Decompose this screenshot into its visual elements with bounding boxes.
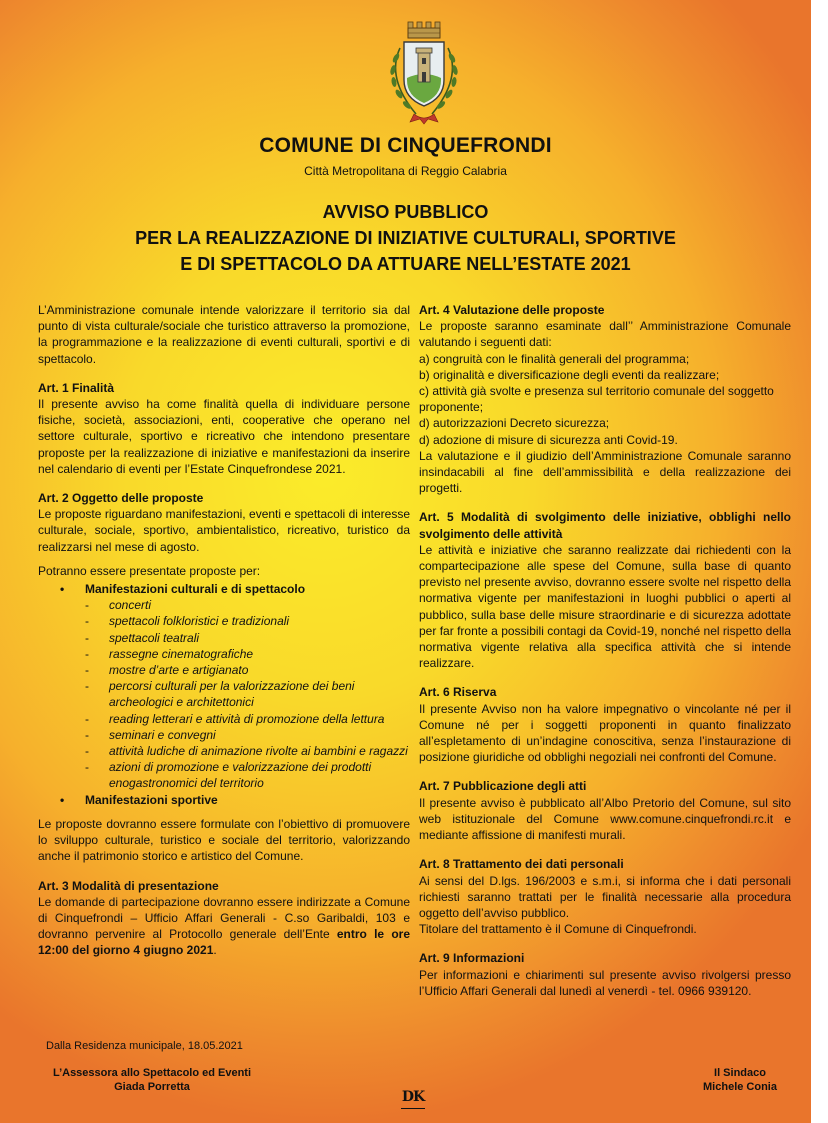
assessora-role: L’Assessora allo Spettacolo ed Eventi [52, 1067, 252, 1079]
sindaco-signature [690, 1066, 790, 1094]
list-item: - spettacoli folkloristici e tradizionali [85, 614, 290, 629]
list-item: - attività ludiche di animazione rivolte ai bambini e ragazzi [85, 744, 408, 759]
art8-title: Art. 8 Trattamento dei dati personali [419, 857, 624, 872]
art7-text: Il presente avviso è pubblicato all’Albo Pretorio del Comune, sul sito web istituzionale del Comune www.comune.cinquefrondi.rc.it e mediante affissione di manifesti murali. [419, 795, 791, 843]
cultural-subitems [85, 597, 410, 791]
art3-text [38, 894, 410, 959]
art2-potranno: Potranno essere presentate proposte per: [38, 563, 261, 578]
list-item [38, 581, 410, 792]
art4-item: d) adozione di misure di sicurezza anti Covid-19. [419, 432, 678, 447]
assessora-name: Giada Porretta [114, 1081, 190, 1093]
subitem-text: spettacoli teatrali [109, 630, 200, 645]
list-item: - concerti [85, 598, 152, 613]
subitem-text: percorsi culturali per la valorizzazione dei beni archeologici e architettonici [109, 679, 355, 710]
bullet-icon: • [60, 582, 65, 597]
coat-of-arms-icon [380, 18, 468, 126]
art4-closing: La valutazione e il giudizio dell’Amministrazione Comunale saranno insindacabili al fine dell’ammissibilità e della realizzazione dei progetti. [419, 448, 791, 496]
art7-title: Art. 7 Pubblicazione degli atti [419, 779, 587, 794]
art4-item: b) originalità e diversificazione degli eventi da realizzare; [419, 367, 720, 382]
list-item: - spettacoli teatrali [85, 630, 200, 645]
subitem-text: concerti [109, 598, 152, 613]
sindaco-role: Il Sindaco [714, 1067, 766, 1079]
art2-text: Le proposte riguardano manifestazioni, eventi e spettacoli di interesse culturale, sociale, sportivo, ambientalistico, ricreativo, turistico da realizzarsi nel mese di agosto. [38, 507, 410, 554]
art5-title: Art. 5 Modalità di svolgimento delle iniziative, obblighi nello svolgimento delle attività [419, 510, 791, 541]
art2-title: Art. 2 Oggetto delle proposte [38, 491, 204, 506]
art3-deadline: entro le ore 12:00 del giorno 4 giugno 2021 [38, 927, 410, 958]
art9-title: Art. 9 Informazioni [419, 951, 525, 966]
subitem-text: spettacoli folkloristici e tradizionali [109, 614, 290, 629]
subitem-text: reading letterari e attività di promozione della lettura [109, 711, 385, 726]
art4-title: Art. 4 Valutazione delle proposte [419, 303, 605, 317]
heading-line: E DI SPETTACOLO DA ATTUARE NELL’ESTATE 2021 [180, 254, 631, 274]
art6-text: Il presente Avviso non ha valore impegnativo o vincolante né per il Comune né per i soggetti proponenti in quanto finalizzato all’espletamento di un’indagine conoscitiva, senza l’instaurazione di posizione giuridiche od obblighi negoziali nei confronti del Comune. [419, 701, 791, 765]
comune-name: COMUNE DI CINQUEFRONDI [259, 134, 552, 157]
proposal-list [38, 581, 410, 808]
heading-line: AVVISO PUBBLICO [322, 202, 489, 222]
art8-text: Ai sensi del D.lgs. 196/2003 e s.m.i, si informa che i dati personali richiesti saranno trattati per le finalità necessarie alla procedura oggetto dell’avviso pubblico. [419, 873, 791, 920]
subitem-text: attività ludiche di animazione rivolte ai bambini e ragazzi [109, 744, 408, 759]
list-item: - seminari e convegni [85, 727, 216, 742]
art1-text: Il presente avviso ha come finalità quella di individuare persone fisiche, società, associazioni, enti, cooperative che operano nel settore culturale, sportivo e ricreativo che intendono presentare proposte per la realizzazione di iniziative e manifestazioni da inserire nel calendario di eventi per l’Estate Cinquefrondese 2021. [38, 397, 410, 476]
art4-item: d) autorizzazioni Decreto sicurezza; [419, 416, 610, 431]
dk-logo: DK [401, 1088, 425, 1109]
intro-paragraph: L’Amministrazione comunale intende valorizzare il territorio sia dal punto di vista culturale/sociale che turistico attraverso la promozione, la programmazione e la realizzazione di eventi culturali, sportivi e di spettacolo. [38, 303, 410, 366]
art1-title: Art. 1 Finalità [38, 380, 115, 395]
heading-line: PER LA REALIZZAZIONE DI INIZIATIVE CULTURALI, SPORTIVE [135, 228, 676, 248]
subitem-text: rassegne cinematografiche [109, 646, 254, 661]
list-item: - reading letterari e attività di promozione della lettura [85, 711, 385, 726]
sindaco-name: Michele Conia [703, 1081, 777, 1093]
art5-text: Le attività e iniziative che saranno realizzate dai richiedenti con la compartecipazione alle spese del Comune, sulla base di quanto previsto nel presente avviso, dovranno essere svolte nel rispetto della normativa vigente per manifestazioni in luoghi pubblici o aperti al pubblico, sulla base delle misure straordinarie e di sicurezza adottate per far fronte a possibili contagi da Covid-19, nonché nel rispetto della normativa vigente relativa alla specifica attività che si intende realizzare. [419, 542, 791, 671]
art6-title: Art. 6 Riserva [419, 685, 497, 700]
assessora-signature [46, 1066, 258, 1094]
subitem-text: mostre d’arte e artigianato [109, 663, 249, 678]
art9-text: Per informazioni e chiarimenti sul presente avviso rivolgersi presso l’Ufficio Affari Generali dal lunedì al venerdì - tel. 0966 939120. [419, 967, 791, 998]
art3-body: Le domande di partecipazione dovranno essere indirizzate a Comune di Cinquefrondi – Ufficio Affari Generali - C.so Garibaldi, 103 e dovranno pervenire al Protocollo generale dell’Ente [38, 894, 410, 942]
bullet-icon: • [60, 792, 65, 807]
list-item: - azioni di promozione e valorizzazione dei prodotti enogastronomici del territorio [85, 760, 372, 791]
right-column [419, 302, 791, 999]
comune-subtitle: Città Metropolitana di Reggio Calabria [304, 164, 507, 178]
crown-icon [408, 22, 440, 38]
footer-date: Dalla Residenza municipale, 18.05.2021 [46, 1040, 243, 1052]
bullet-cultural: Manifestazioni culturali e di spettacolo [85, 582, 306, 597]
art4-item: a) congruità con le finalità generali del programma; [419, 351, 690, 366]
notice-heading [0, 199, 811, 277]
screen-edge-strip [811, 0, 828, 1123]
left-column [38, 302, 410, 959]
subitem-text: seminari e convegni [109, 727, 216, 742]
list-item [38, 792, 410, 808]
art4-item: c) attività già svolte e presenza sul territorio comunale del soggetto proponente; [419, 384, 774, 415]
art2-closing: Le proposte dovranno essere formulate con l’obiettivo di promuovere lo sviluppo culturale, turistico e sociale del territorio, valorizzando anche il patrimonio storico e artistico del Comune. [38, 816, 410, 864]
art8-titolare: Titolare del trattamento è il Comune di Cinquefrondi. [419, 922, 697, 937]
bullet-sports: Manifestazioni sportive [85, 792, 218, 807]
list-item: - percorsi culturali per la valorizzazione dei beni archeologici e architettonici [85, 679, 355, 710]
art4-intro: Le proposte saranno esaminate dall’’ Amministrazione Comunale valutando i seguenti dati: [419, 319, 791, 350]
subitem-text: azioni di promozione e valorizzazione dei prodotti enogastronomici del territorio [109, 760, 372, 791]
list-item: - rassegne cinematografiche [85, 646, 254, 661]
art3-end: . [213, 943, 217, 958]
art3-title: Art. 3 Modalità di presentazione [38, 878, 219, 893]
list-item: - mostre d’arte e artigianato [85, 663, 249, 678]
